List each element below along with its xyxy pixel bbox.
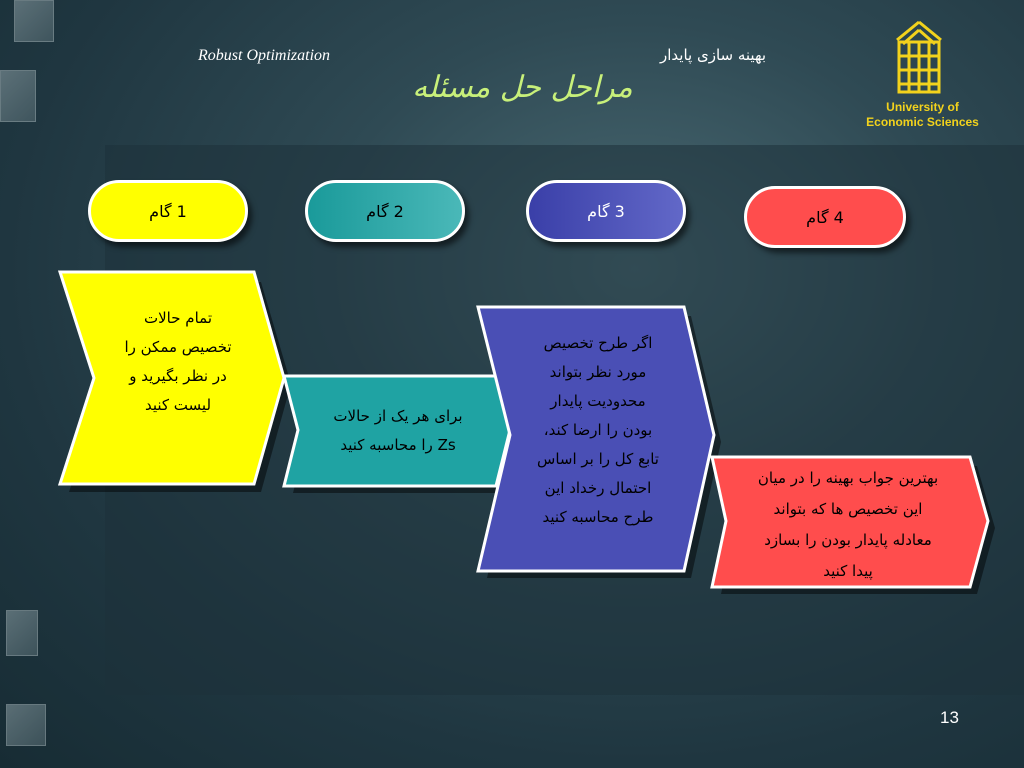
text-line: در نظر بگیرید و [129, 367, 227, 385]
step-1-box [58, 270, 290, 492]
text-line: محدودیت پایدار [550, 392, 646, 410]
text-line: بهترین جواب بهینه را در میان [757, 469, 939, 487]
step-1-label: 1 گام [149, 201, 187, 221]
step-3-pill [526, 180, 686, 242]
step-3-label: 3 گام [587, 201, 625, 221]
header-persian-title: بهینه سازی پایدار [660, 46, 767, 64]
text-line: پیدا کنید [823, 562, 873, 580]
step-4-pill [744, 186, 906, 248]
university-name [850, 100, 995, 130]
step-3-text [508, 329, 688, 532]
text-line: طرح محاسبه کنید [542, 508, 654, 526]
slide-title: مراحل حل مسئله [412, 70, 633, 105]
text-line: احتمال رخداد این [544, 479, 652, 497]
text-line: برای هر یک از حالات [333, 407, 463, 425]
university-name-line1: University of [886, 100, 959, 114]
text-line: معادله پایدار بودن را بسازد [764, 531, 932, 549]
step-1-text [98, 304, 258, 420]
decorative-square [6, 704, 46, 746]
step-3-box [476, 305, 720, 577]
text-line: این تخصیص ها که بتواند [773, 500, 923, 518]
text-line: اگر طرح تخصیص [543, 334, 653, 352]
university-name-line2: Economic Sciences [866, 115, 979, 129]
text-line: لیست کنید [144, 396, 212, 414]
page-number: 13 [940, 708, 959, 727]
text-line: Zs را محاسبه کنید [340, 436, 456, 454]
university-logo-icon [893, 20, 945, 96]
step-2-pill [305, 180, 465, 242]
step-2-text [298, 402, 498, 460]
decorative-square [14, 0, 54, 42]
decorative-square [6, 610, 38, 656]
header-english-title: Robust Optimization [198, 47, 331, 64]
step-4-text [728, 463, 968, 587]
step-2-label: 2 گام [366, 201, 404, 221]
step-1-pill [88, 180, 248, 242]
text-line: تمام حالات [144, 309, 212, 327]
text-line: تابع کل را بر اساس [537, 450, 659, 468]
decorative-square [0, 70, 36, 122]
text-line: مورد نظر بتواند [549, 363, 647, 381]
step-4-box [710, 455, 992, 595]
text-line: بودن را ارضا کند، [543, 421, 653, 439]
text-line: تخصیص ممکن را [124, 338, 232, 356]
step-4-label: 4 گام [806, 207, 844, 227]
